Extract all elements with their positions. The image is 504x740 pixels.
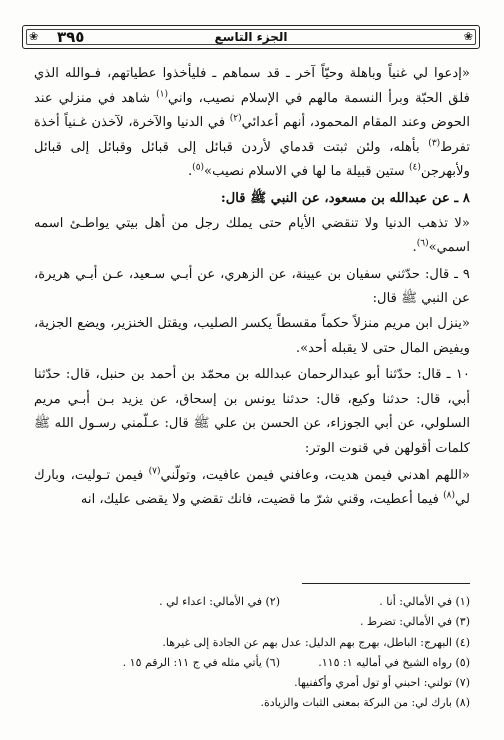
text-run: فيما أعطيت، وقني شرّ ما قضيت، فانك تقضي ولا يقضى عليك، انه [80, 492, 439, 508]
footnote: (٦) يأتي مثله في ج ١١: الرقم ١٥ . [122, 655, 280, 669]
footnote-marker: (٨) [443, 490, 455, 501]
text-run: «ينزل ابن مريم منزلاً حكماً مقسطاً يكسر الصليب، ويقتل الخنزير، ويضع الجزية، ويفيض المال حتى لا يقبله أحد». [34, 315, 470, 356]
page-number: ٣٩٥ [57, 28, 85, 46]
text-run: فيمن تـوليت، وبارك لي [34, 467, 470, 508]
text-run: «إدعوا لي غنياً وباهلة وحيّاً آخر ـ قد سماهم ـ فليأخذوا عطياتهم، فـوالله الذي فلق الحبّة وبرأ النسمة مالهم في الإسلام نصيب، واني [34, 66, 470, 106]
text-run: «لا تذهب الدنيا ولا تنقضي الأيام حتى يملك رجل من أهل بيتي يواطـئ اسمه اسمي» [34, 215, 470, 256]
footnote-row [34, 653, 470, 673]
footnote-marker: (١) [156, 89, 168, 100]
paragraph: «إدعوا لي غنياً وباهلة وحيّاً آخر ـ قد سماهم ـ فليأخذوا عطياتهم، فـوالله الذي فلق الحبّة وبرأ النسمة مالهم في الإسلام نصيب، واني$^{(١)}$ شاهد في منزلي عند الحوض وعند المقام المحمود، أنهم أعدائي$^{(٢)}$ في الدنيا والآخرة، لآخذن غـنياً أخذة تفرط$^{(٣)}$ بأهله، ولئن ثبتت قدماي لأردن قبائل إلى قبائل وقبائل إلى قبائل ولأبهرجن$^{(٤)}$ ستين قبيلة ما لها في الاسلام نصيب»$^{(٥)}$. [34, 66, 470, 180]
footnote-divider [302, 583, 470, 584]
paragraph [34, 187, 470, 212]
footnote-row [34, 592, 470, 612]
footnote-marker: (٦) [416, 238, 429, 249]
footnote: (٤) البهرج: الباطل، بهرج بهم الدليل: عدل بهم عن الجادة إلى غيرها. [162, 635, 470, 649]
text-run: في الدنيا والآخرة، لآخذن غـنياً أخذة تفرط [34, 115, 470, 155]
footnote: (١) في الأمالي: أنا . [379, 595, 470, 608]
footnote-marker: (٢) [229, 113, 242, 124]
running-title: الجزء التاسع [214, 30, 288, 44]
footnote: (٨) بارك لي: من البركة بمعنى الثبات والزيادة. [260, 696, 470, 710]
paragraph: «لا تذهب الدنيا ولا تنقضي الأيام حتى يملك رجل من أهل بيتي يواطـئ اسمه اسمي»$^{(٦)}$. [34, 215, 470, 256]
footnote: (٢) في الأمالي: اعداء لي . [159, 595, 280, 608]
text-run: ٨ ـ عن عبدالله بن مسعود، عن النبي ﷺ قال: [220, 190, 470, 206]
footnote: (٥) رواه الشيخ في أماليه ١: ١١٥. [318, 655, 470, 669]
main-text [34, 62, 470, 513]
text-run: «اللهم اهدني فيمن هديت، وعافني فيمن عافيت، وتولّني [160, 467, 470, 483]
footnote-marker: (٧) [148, 466, 161, 477]
paragraph [34, 312, 470, 361]
text-run: ١٠ ـ قال: حدّثنا أبو عبدالرحمان عبدالله بن محمّد بن أحمد بن حنبل، قال: حدّثنا أبي، قال: حدثنا وكيع، قال: حدثنا يونس بن إسحاق، عن يزيد بـن أبـي مريم السلولي، عن أبي الجوزاء، عن الحسن بن علي ﷺ قال: عـلّمني رسـول الله ﷺ كلمات أقولهن في قنوت الوتر: [34, 367, 470, 456]
footnote-marker: (٣) [428, 138, 441, 149]
ornament-left-icon: ❀ [29, 30, 39, 43]
ornament-right-icon: ❀ [463, 30, 473, 43]
text-run: بأهله، ولئن ثبتت قدماي لأردن قبائل إلى قبائل وقبائل إلى قبائل ولأبهرجن [34, 139, 470, 180]
footnote-marker: (٥) [192, 162, 205, 173]
text-run: ٩ ـ قال: حدّثني سفيان بن عيينة، عن الزهري، عن أبـي سـعيد، عـن أبـي هريرة، عن النبي ﷺ قال: [34, 266, 470, 307]
footnote: (٣) في الأمالي: تضرط . [359, 615, 470, 629]
paragraph [34, 263, 470, 312]
footnote: (٧) تولني: احبني أو تول أمري وأكفنيها. [294, 676, 470, 690]
text-run: شاهد في منزلي عند الحوض وعند المقام المحمود، أنهم أعدائي [34, 90, 470, 131]
paragraph [34, 464, 470, 513]
text-run: ستين قبيلة ما لها في الاسلام نصيب» [204, 164, 405, 180]
footnote-marker: (٤) [409, 162, 421, 173]
paragraph [34, 363, 470, 461]
footnotes [34, 592, 470, 714]
page-header [22, 25, 480, 49]
